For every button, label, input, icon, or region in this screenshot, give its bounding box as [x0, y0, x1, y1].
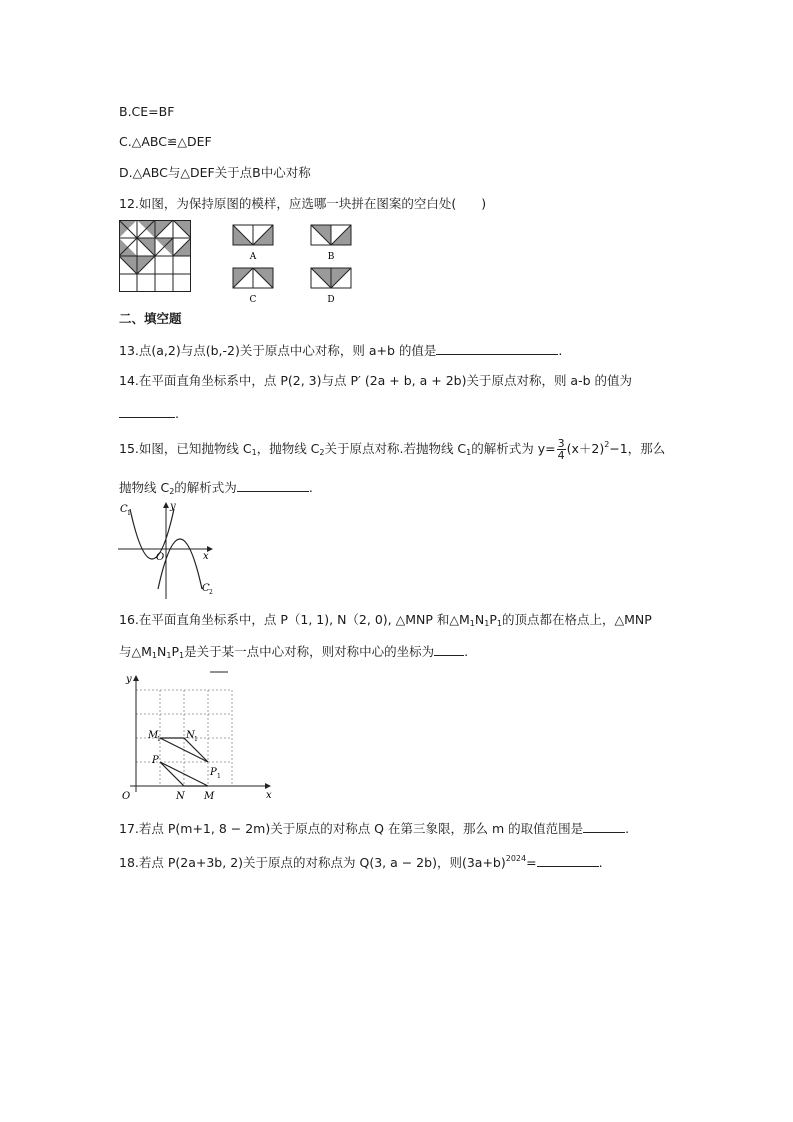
q18-exponent: 2024 [505, 854, 527, 863]
q15-part-f: −1，那么 [609, 441, 666, 456]
fraction-numerator: 3 [557, 437, 565, 450]
q15-sub-2b: 2 [169, 487, 175, 496]
question-15-line1 [119, 437, 665, 461]
label-y: y [170, 501, 176, 512]
label-m1-sub: 1 [157, 736, 161, 743]
label-p1-sub: 1 [217, 773, 221, 780]
q15-sub-1a: 1 [251, 448, 257, 457]
option-b: B.CE=BF [119, 104, 175, 119]
question-13-text: 13.点(a,2)与点(b,-2)关于原点中心对称，则 a+b 的值是 [119, 343, 437, 358]
q15-exponent: 2 [604, 440, 610, 449]
answer-blank-16[interactable] [434, 643, 464, 656]
q16-line2-c: P [171, 644, 179, 659]
answer-blank-15[interactable] [237, 479, 309, 492]
label-p1: P [210, 767, 217, 778]
q15-part-c: 关于原点对称.若抛物线 C [324, 441, 467, 456]
choice-a-label: A [249, 252, 257, 262]
label-c2: C [202, 583, 210, 594]
q12-choice-c [232, 267, 277, 307]
q15-fraction [557, 438, 566, 461]
label-o: O [122, 791, 131, 802]
q16-line1-b: N [474, 612, 485, 627]
q16-line1-c: P [489, 612, 497, 627]
q14-end: . [175, 406, 179, 421]
q15-sub-1b: 1 [466, 448, 472, 457]
parabola-c1 [130, 509, 174, 559]
question-17-text: 17.若点 P(m+1, 8 − 2m)关于原点的对称点 Q 在第三象限，那么 m 的取值范围是 [119, 821, 584, 836]
question-12-text: 12.如图，为保持原图的模样，应选哪一块拼在图案的空白处( ) [119, 196, 487, 211]
q17-end: . [625, 821, 630, 836]
q16-sub-a: 1 [469, 619, 475, 628]
label-n1-sub: 1 [194, 736, 198, 743]
label-p: P [152, 755, 159, 766]
q12-choice-b [310, 224, 355, 264]
choice-c-label: C [249, 295, 257, 305]
q18-end: . [598, 855, 603, 870]
option-c: C.△ABC≌△DEF [119, 134, 212, 149]
answer-blank-18[interactable] [537, 854, 599, 867]
q16-sub-e: 1 [166, 651, 172, 660]
q15-line2-b: 的解析式为 [174, 480, 237, 495]
label-m1: M [148, 730, 159, 741]
q15-end: . [308, 480, 313, 495]
label-c1: C [120, 504, 128, 515]
q16-sub-d: 1 [151, 651, 157, 660]
section-2-title: 二、填空题 [119, 311, 182, 326]
label-n1: N [186, 730, 195, 741]
question-16-line1 [119, 612, 652, 632]
label-m: M [204, 791, 215, 802]
answer-blank-13[interactable] [436, 342, 558, 355]
answer-blank-14[interactable] [119, 405, 175, 418]
q12-pattern-figure [119, 220, 191, 292]
question-18 [119, 851, 603, 871]
question-16-line2 [119, 643, 468, 664]
q18-equals: = [526, 855, 537, 870]
q12-choice-d [310, 267, 355, 307]
q16-sub-f: 1 [179, 651, 185, 660]
question-14-line2 [119, 405, 179, 422]
question-18-text: 18.若点 P(2a+3b, 2)关于原点的对称点为 Q(3, a − 2b)，则(3a+b) [119, 855, 506, 870]
q16-sub-c: 1 [496, 619, 502, 628]
label-y: y [126, 674, 132, 685]
parabola-c2 [158, 539, 202, 589]
q15-parabola-figure [112, 497, 224, 601]
q15-part-b: ，抛物线 C [256, 441, 320, 456]
answer-blank-17[interactable] [583, 820, 625, 833]
label-c1-sub: 1 [127, 510, 131, 517]
label-c2-sub: 2 [209, 589, 213, 596]
q16-end: . [464, 644, 469, 659]
label-x: x [266, 790, 272, 801]
q15-part-e: (x＋2) [566, 441, 605, 456]
q15-line2-a: 抛物线 C [119, 480, 170, 495]
choice-d-label: D [327, 295, 335, 305]
q16-sub-b: 1 [484, 619, 490, 628]
q16-line1-a: 16.在平面直角坐标系中，点 P（1, 1), N（2, 0), △MNP 和△M [119, 612, 470, 627]
question-13 [119, 342, 562, 359]
option-d: D.△ABC与△DEF关于点B中心对称 [119, 165, 311, 180]
q16-line2-a: 与△M [119, 644, 152, 659]
label-o: O [156, 552, 165, 563]
q16-grid-figure [118, 668, 278, 806]
question-14-text: 14.在平面直角坐标系中，点 P(2, 3)与点 P′ (2a + b, a + 2b)关于原点对称，则 a-b 的值为 [119, 373, 633, 388]
q15-sub-2a: 2 [319, 448, 325, 457]
choice-b-label: B [327, 252, 335, 262]
q13-end: . [558, 343, 563, 358]
q16-line1-d: 的顶点都在格点上，△MNP [501, 612, 652, 627]
question-17 [119, 820, 629, 837]
fraction-denominator: 4 [557, 449, 565, 462]
label-n: N [176, 791, 185, 802]
q12-choice-a [232, 224, 277, 264]
label-x: x [203, 551, 209, 562]
q16-line2-b: N [157, 644, 167, 659]
q15-part-a: 15.如图，已知抛物线 C [119, 441, 252, 456]
q15-part-d: 的解析式为 y= [471, 441, 556, 456]
q16-line2-d: 是关于某一点中心对称，则对称中心的坐标为 [184, 644, 435, 659]
